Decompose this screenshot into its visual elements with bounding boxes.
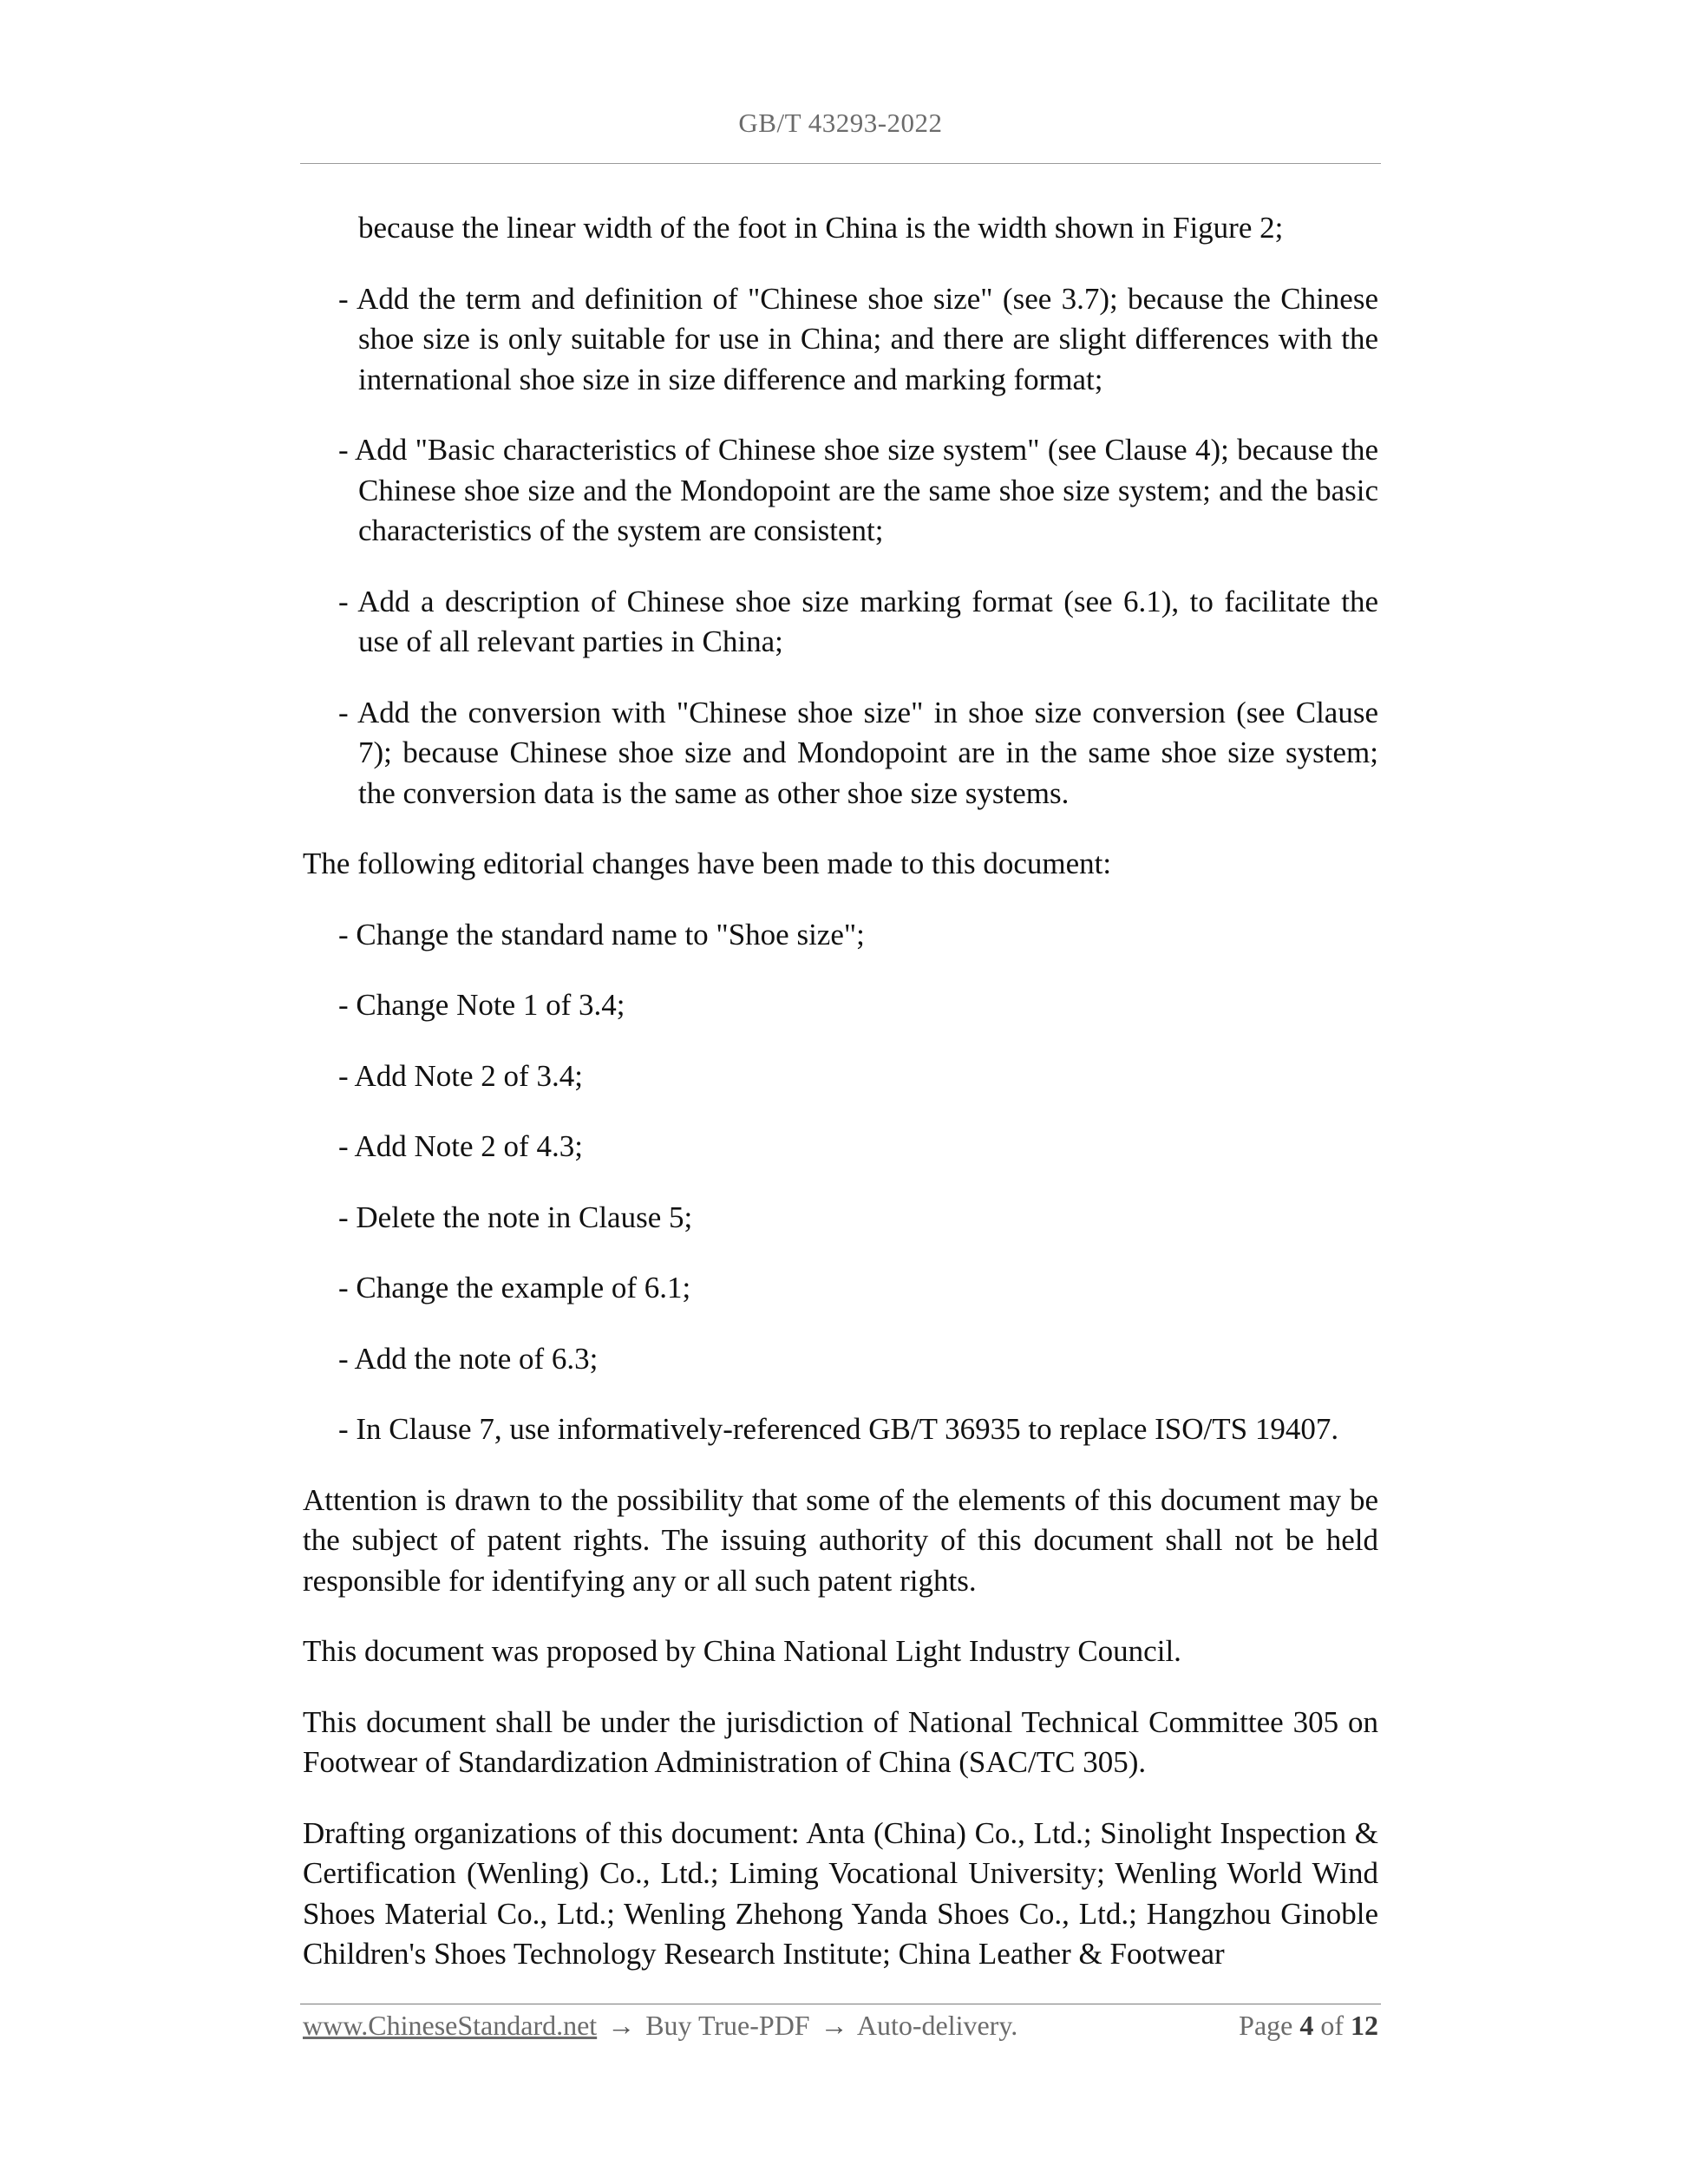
page-label: Page xyxy=(1239,2010,1293,2041)
paragraph: The following editorial changes have been made to this document: xyxy=(303,847,1112,880)
list-item: - Change the example of 6.1; xyxy=(338,1271,691,1305)
arrow-right-icon: → xyxy=(820,2010,848,2041)
list-item: - Add "Basic characteristics of Chinese shoe size system" (see Clause 4); because the Chinese shoe size and the Mondopoint are the same shoe size system; and the basic characteristics of the system are consistent; xyxy=(338,433,1378,547)
list-item: - Add Note 2 of 3.4; xyxy=(338,1058,583,1093)
list-item: - Add the note of 6.3; xyxy=(338,1341,599,1376)
list-item: - In Clause 7, use informatively-referenced GB/T 36935 to replace ISO/TS 19407. xyxy=(338,1412,1339,1446)
document-id-header: GB/T 43293-2022 xyxy=(738,108,943,138)
list-item: - Add a description of Chinese shoe size marking format (see 6.1), to facilitate the use of all relevant parties in China; xyxy=(338,584,1378,658)
arrow-right-icon: → xyxy=(607,2010,636,2041)
page-current: 4 xyxy=(1299,2010,1314,2041)
list-item: - Add the term and definition of "Chinese shoe size" (see 3.7); because the Chinese shoe size is only suitable for use in China; and there are slight differences with the international shoe size in size difference and marking format; xyxy=(338,281,1378,396)
list-item: - Add the conversion with "Chinese shoe size" in shoe size conversion (see Clause 7); because Chinese shoe size and Mondopoint are in the same shoe size system; the conversion data is the same as other shoe size systems. xyxy=(338,695,1378,810)
paragraph-drafting-organizations: Drafting organizations of this document: Anta (China) Co., Ltd.; Sinolight Inspection & Certification (Wenling) Co., Ltd.; Liming Vocational University; Wenling World Wind Shoes Material Co., Ltd.; Wenling Zhehong Yanda Shoes Co., Ltd.; Hangzhou Ginoble Children's Shoes Technology Research Institute; China Leather & Footwear xyxy=(303,1815,1378,1971)
list-item: - Change Note 1 of 3.4; xyxy=(338,988,625,1022)
footer-left xyxy=(303,2006,1017,2044)
auto-delivery-text: Auto-delivery. xyxy=(856,2010,1018,2041)
page-footer xyxy=(303,2006,1378,2044)
list-item: - Add Note 2 of 4.3; xyxy=(338,1129,583,1163)
page-of-label: of xyxy=(1320,2010,1344,2041)
page-total: 12 xyxy=(1351,2010,1378,2041)
list-item: - Delete the note in Clause 5; xyxy=(338,1200,693,1234)
document-body xyxy=(303,208,1378,2005)
paragraph-jurisdiction: This document shall be under the jurisdiction of National Technical Committee 305 on Footwear of Standardization Administration of China (SAC/TC 305). xyxy=(303,1704,1378,1779)
paragraph-patent-notice: Attention is drawn to the possibility that some of the elements of this document may be the subject of patent rights. The issuing authority of this document shall not be held responsible for identifying any or all such patent rights. xyxy=(303,1482,1378,1598)
paragraph-proposer: This document was proposed by China National Light Industry Council. xyxy=(303,1634,1181,1668)
header-divider xyxy=(300,163,1381,164)
site-link[interactable]: www.ChineseStandard.net xyxy=(303,2010,598,2041)
buy-true-pdf-text: Buy True-PDF xyxy=(645,2010,810,2041)
page-number xyxy=(1239,2006,1378,2044)
paragraph-continuation: because the linear width of the foot in China is the width shown in Figure 2; xyxy=(358,211,1284,245)
list-item: - Change the standard name to "Shoe size"; xyxy=(338,917,865,951)
